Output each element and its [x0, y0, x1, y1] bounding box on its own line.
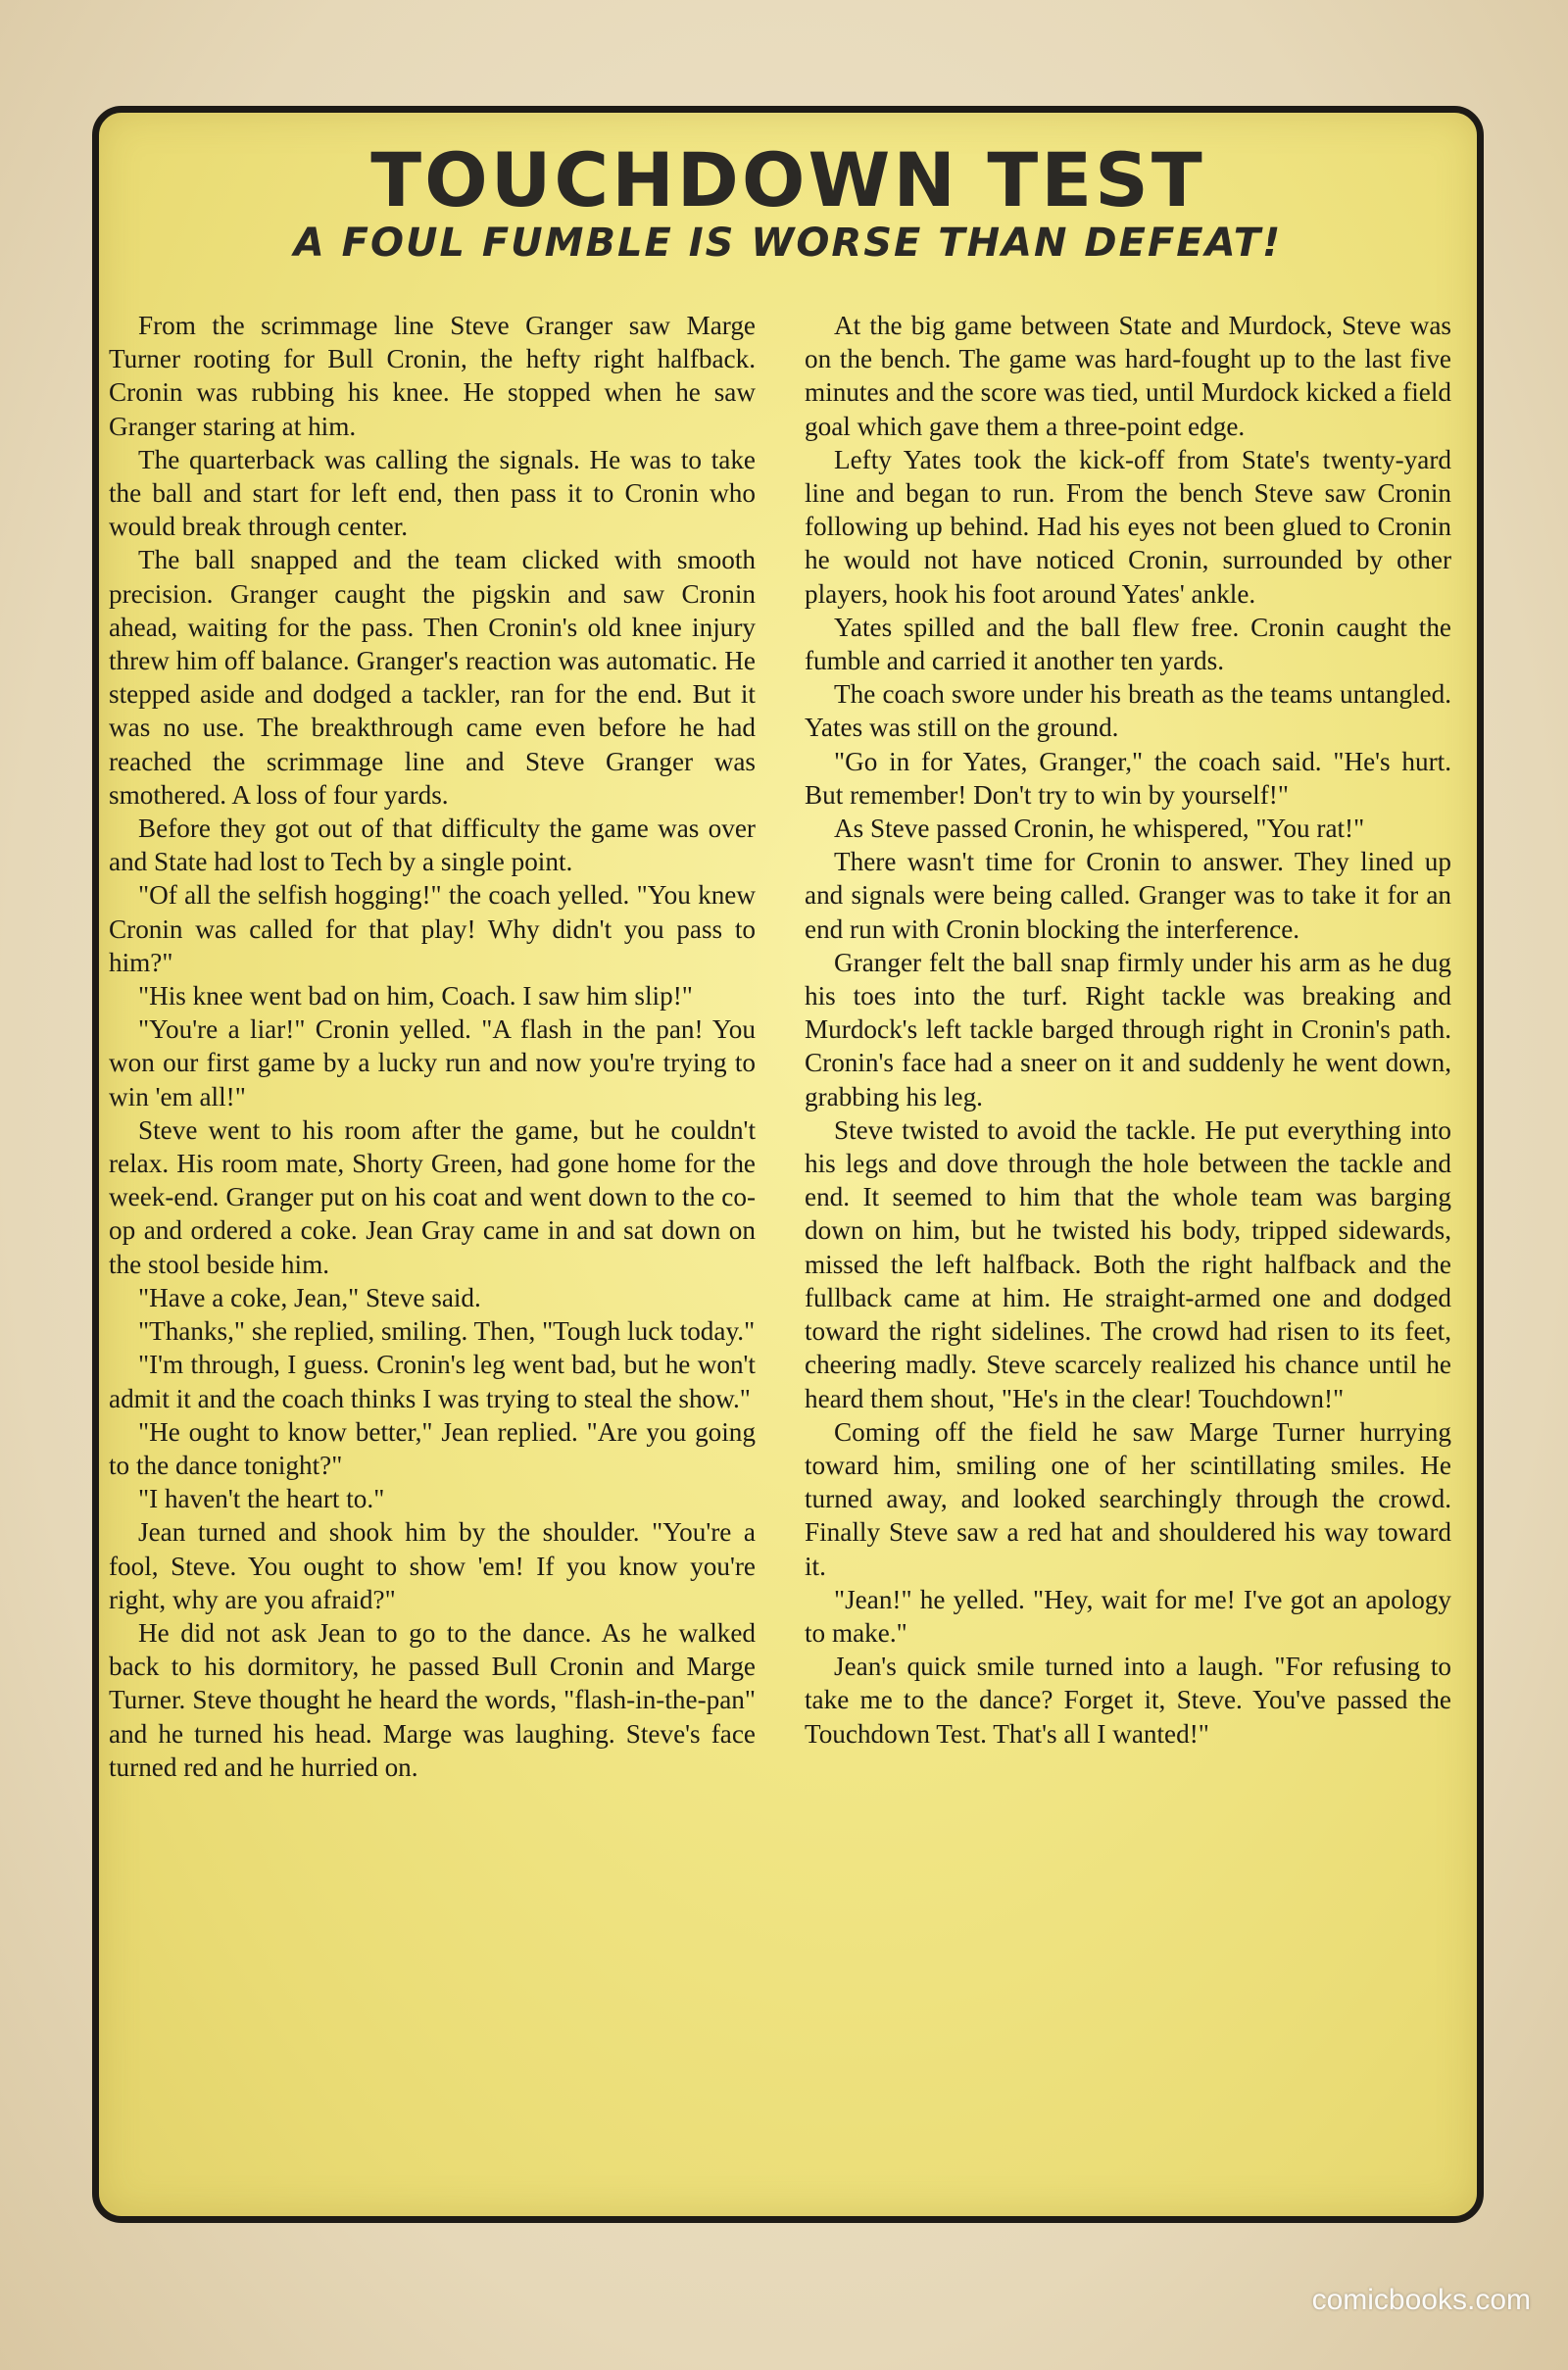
paragraph: "His knee went bad on him, Coach. I saw him slip!"	[138, 981, 693, 1012]
paragraph: "Go in for Yates, Granger," the coach said. "He's hurt. But remember! Don't try to win by yourself!"	[805, 746, 1451, 810]
paragraph: Steve went to his room after the game, but he couldn't relax. His room mate, Shorty Green, had gone home for the week-end. Granger put on his coat and went down to the co-op and ordered a coke. Jean Gray came in and sat down on the stool beside him.	[109, 1114, 756, 1279]
paragraph: The quarterback was calling the signals. He was to take the ball and start for left end, then pass it to Cronin who would break through center.	[109, 444, 756, 542]
story-subtitle: A FOUL FUMBLE IS WORSE THAN DEFEAT!	[293, 221, 1283, 266]
paragraph: At the big game between State and Murdock, Steve was on the bench. The game was hard-fought up to the last five minutes and the score was tied, until Murdock kicked a field goal which gave them a three-point edge.	[805, 311, 1451, 441]
story-panel	[92, 106, 1484, 2223]
paragraph: Jean turned and shook him by the shoulder. "You're a fool, Steve. You ought to show 'em! If you know you're right, why are you afraid?"	[109, 1517, 756, 1614]
paragraph: Lefty Yates took the kick-off from State's twenty-yard line and began to run. From the bench Steve saw Cronin following up behind. Had his eyes not been glued to Cronin he would not have noticed Cronin, surrounded by other players, hook his foot around Yates' ankle.	[805, 444, 1451, 609]
paragraph: "Of all the selfish hogging!" the coach yelled. "You knew Cronin was called for that play! Why didn't you pass to him?"	[109, 880, 756, 977]
paragraph: Granger felt the ball snap firmly under his arm as he dug his toes into the turf. Right tackle was breaking and Murdock's left tackle barged through right in Cronin's path. Cronin's face had a sneer on it and suddenly he went down, grabbing his leg.	[805, 947, 1451, 1111]
paragraph: "I'm through, I guess. Cronin's leg went bad, but he won't admit it and the coach thinks I was trying to steal the show."	[109, 1350, 756, 1413]
paragraph: Before they got out of that difficulty the game was over and State had lost to Tech by a single point.	[109, 814, 756, 877]
paragraph: Jean's quick smile turned into a laugh. "For refusing to take me to the dance? Forget it, Steve. You've passed the Touchdown Test. That's all I wanted!"	[805, 1652, 1451, 1749]
site-watermark: comicbooks.com	[1311, 2284, 1531, 2316]
paragraph: "Have a coke, Jean," Steve said.	[138, 1282, 481, 1312]
paragraph: As Steve passed Cronin, he whispered, "You rat!"	[834, 814, 1365, 844]
story-title: TOUCHDOWN TEST	[370, 136, 1205, 223]
paragraph: Yates spilled and the ball flew free. Cronin caught the fumble and carried it another ten yards.	[805, 612, 1451, 676]
text-column-left	[109, 309, 756, 1784]
paragraph: He did not ask Jean to go to the dance. As he walked back to his dormitory, he passed Bull Cronin and Marge Turner. Steve thought he heard the words, "flash-in-the-pan" and he turned his head. Marge was laughing. Steve's face turned red and he hurried on.	[109, 1617, 756, 1782]
paragraph: Steve twisted to avoid the tackle. He put everything into his legs and dove through the hole between the tackle and end. It seemed to him that the whole team was barging down on him, but he twisted his body, tripped sidewards, missed the left halfback. Both the right halfback and the fullback came at him. He straight-armed one and dodged toward the right sidelines. The crowd had risen to its feet, cheering madly. Steve scarcely realized his chance until he heard them shout, "He's in the clear! Touchdown!"	[805, 1114, 1451, 1413]
paragraph: From the scrimmage line Steve Granger saw Marge Turner rooting for Bull Cronin, the hefty right halfback. Cronin was rubbing his knee. He stopped when he saw Granger staring at him.	[109, 311, 756, 441]
paragraph: "He ought to know better," Jean replied. "Are you going to the dance tonight?"	[109, 1416, 756, 1480]
paragraph: "I haven't the heart to."	[138, 1484, 385, 1514]
paragraph: Coming off the field he saw Marge Turner hurrying toward him, smiling one of her scintillating smiles. He turned away, and looked searchingly through the crowd. Finally Steve saw a red hat and shouldered his way toward it.	[805, 1416, 1451, 1581]
text-column-right	[805, 309, 1451, 1751]
paragraph: "Thanks," she replied, smiling. Then, "Tough luck today."	[138, 1316, 756, 1347]
paragraph: "You're a liar!" Cronin yelled. "A flash in the pan! You won our first game by a lucky run and now you're trying to win 'em all!"	[109, 1014, 756, 1111]
paragraph: The coach swore under his breath as the teams untangled. Yates was still on the ground.	[805, 679, 1451, 743]
paragraph: The ball snapped and the team clicked with smooth precision. Granger caught the pigskin and saw Cronin ahead, waiting for the pass. Then Cronin's old knee injury threw him off balance. Granger's reaction was automatic. He stepped aside and dodged a tackler, ran for the end. But it was no use. The breakthrough came even before he had reached the scrimmage line and Steve Granger was smothered. A loss of four yards.	[109, 545, 756, 810]
paragraph: There wasn't time for Cronin to answer. They lined up and signals were being called. Granger was to take it for an end run with Cronin blocking the interference.	[805, 847, 1451, 944]
paragraph: "Jean!" he yelled. "Hey, wait for me! I've got an apology to make."	[805, 1584, 1451, 1648]
